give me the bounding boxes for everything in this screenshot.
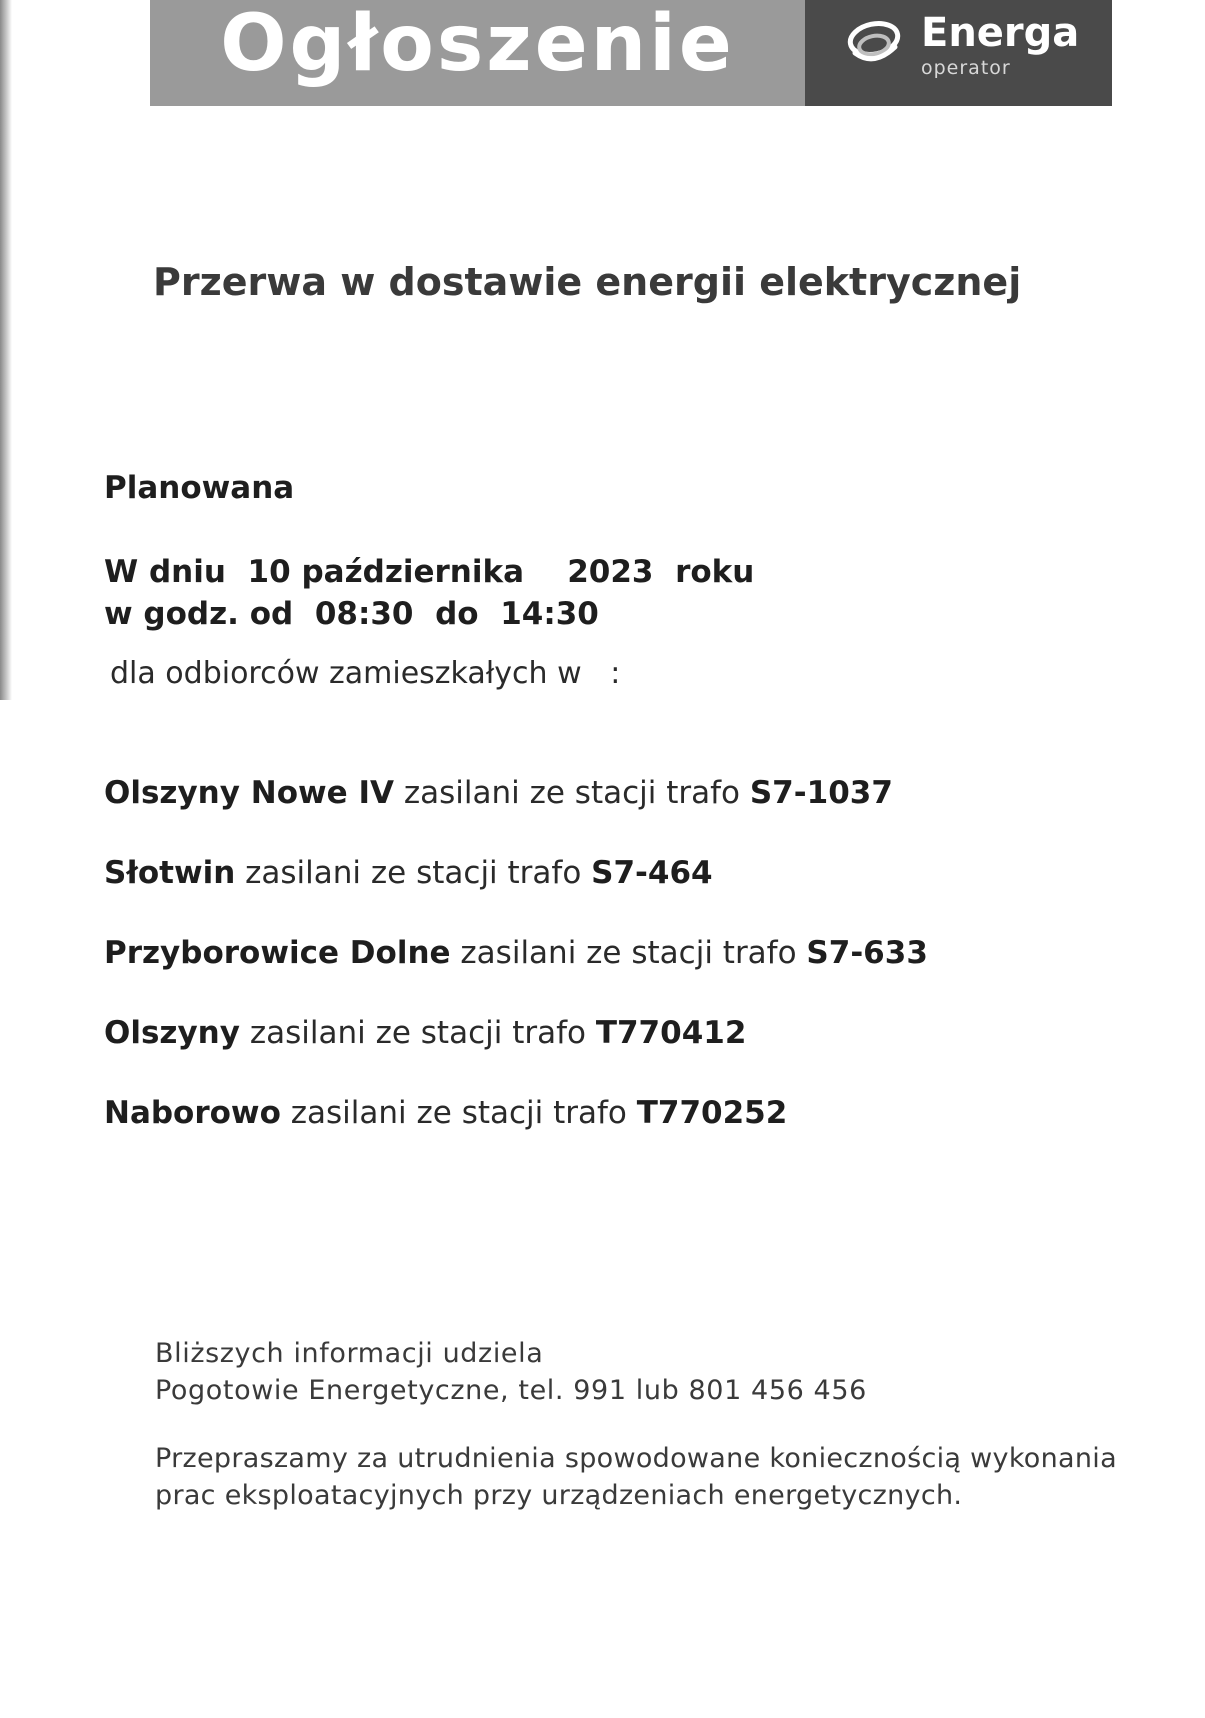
area-description: zasilani ze stacji trafo	[403, 775, 740, 811]
date-line	[104, 551, 754, 593]
area-item	[104, 935, 928, 1015]
area-list	[104, 775, 928, 1175]
banner-title-area	[150, 0, 805, 106]
area-item	[104, 855, 928, 935]
apology-line-2: prac eksploatacyjnych przy urządzeniach energetycznych.	[155, 1480, 963, 1511]
energa-logo	[805, 0, 1112, 106]
area-description: zasilani ze stacji trafo	[460, 935, 797, 971]
area-name: Słotwin	[104, 855, 236, 891]
notice-heading: Przerwa w dostawie energii elektrycznej	[153, 260, 1022, 304]
apology-line-1: Przepraszamy za utrudnienia spowodowane koniecznością wykonania	[155, 1443, 1117, 1474]
date-year-suffix: roku	[675, 554, 755, 590]
area-station: T770252	[636, 1095, 788, 1131]
contact-line-1: Bliższych informacji udziela	[155, 1338, 544, 1369]
notice-type: Planowana	[104, 470, 295, 506]
time-to: 14:30	[500, 596, 599, 632]
contact-info	[155, 1335, 867, 1409]
energa-swirl-icon	[845, 17, 903, 67]
logo-sub: operator	[921, 57, 1011, 79]
logo-text	[921, 10, 1080, 79]
area-item	[104, 775, 928, 855]
date-month: października	[301, 554, 525, 590]
area-name: Naborowo	[104, 1095, 281, 1131]
area-description: zasilani ze stacji trafo	[249, 1015, 586, 1051]
area-station: S7-464	[591, 855, 713, 891]
contact-line-2: Pogotowie Energetyczne, tel. 991 lub 801 456 456	[155, 1375, 867, 1406]
header-banner	[150, 0, 1112, 106]
time-to-word: do	[435, 596, 479, 632]
area-item	[104, 1095, 928, 1175]
area-name: Olszyny	[104, 1015, 240, 1051]
date-year: 2023	[567, 554, 654, 590]
apology-note	[155, 1440, 1117, 1514]
area-station: S7-1037	[749, 775, 893, 811]
banner-title: Ogłoszenie	[220, 0, 735, 89]
area-item	[104, 1015, 928, 1095]
time-line	[104, 593, 754, 635]
area-name: Przyborowice Dolne	[104, 935, 451, 971]
area-description: zasilani ze stacji trafo	[290, 1095, 627, 1131]
date-prefix: W dniu	[104, 554, 226, 590]
area-station: S7-633	[806, 935, 928, 971]
area-station: T770412	[595, 1015, 747, 1051]
scan-edge	[0, 0, 12, 700]
date-day: 10	[247, 554, 291, 590]
date-time-block	[104, 551, 754, 635]
time-prefix: w godz. od	[104, 596, 294, 632]
logo-brand: Energa	[921, 10, 1080, 56]
area-name: Olszyny Nowe IV	[104, 775, 394, 811]
time-from: 08:30	[314, 596, 414, 632]
area-description: zasilani ze stacji trafo	[245, 855, 582, 891]
recipients-text: dla odbiorców zamieszkałych w :	[110, 656, 621, 691]
